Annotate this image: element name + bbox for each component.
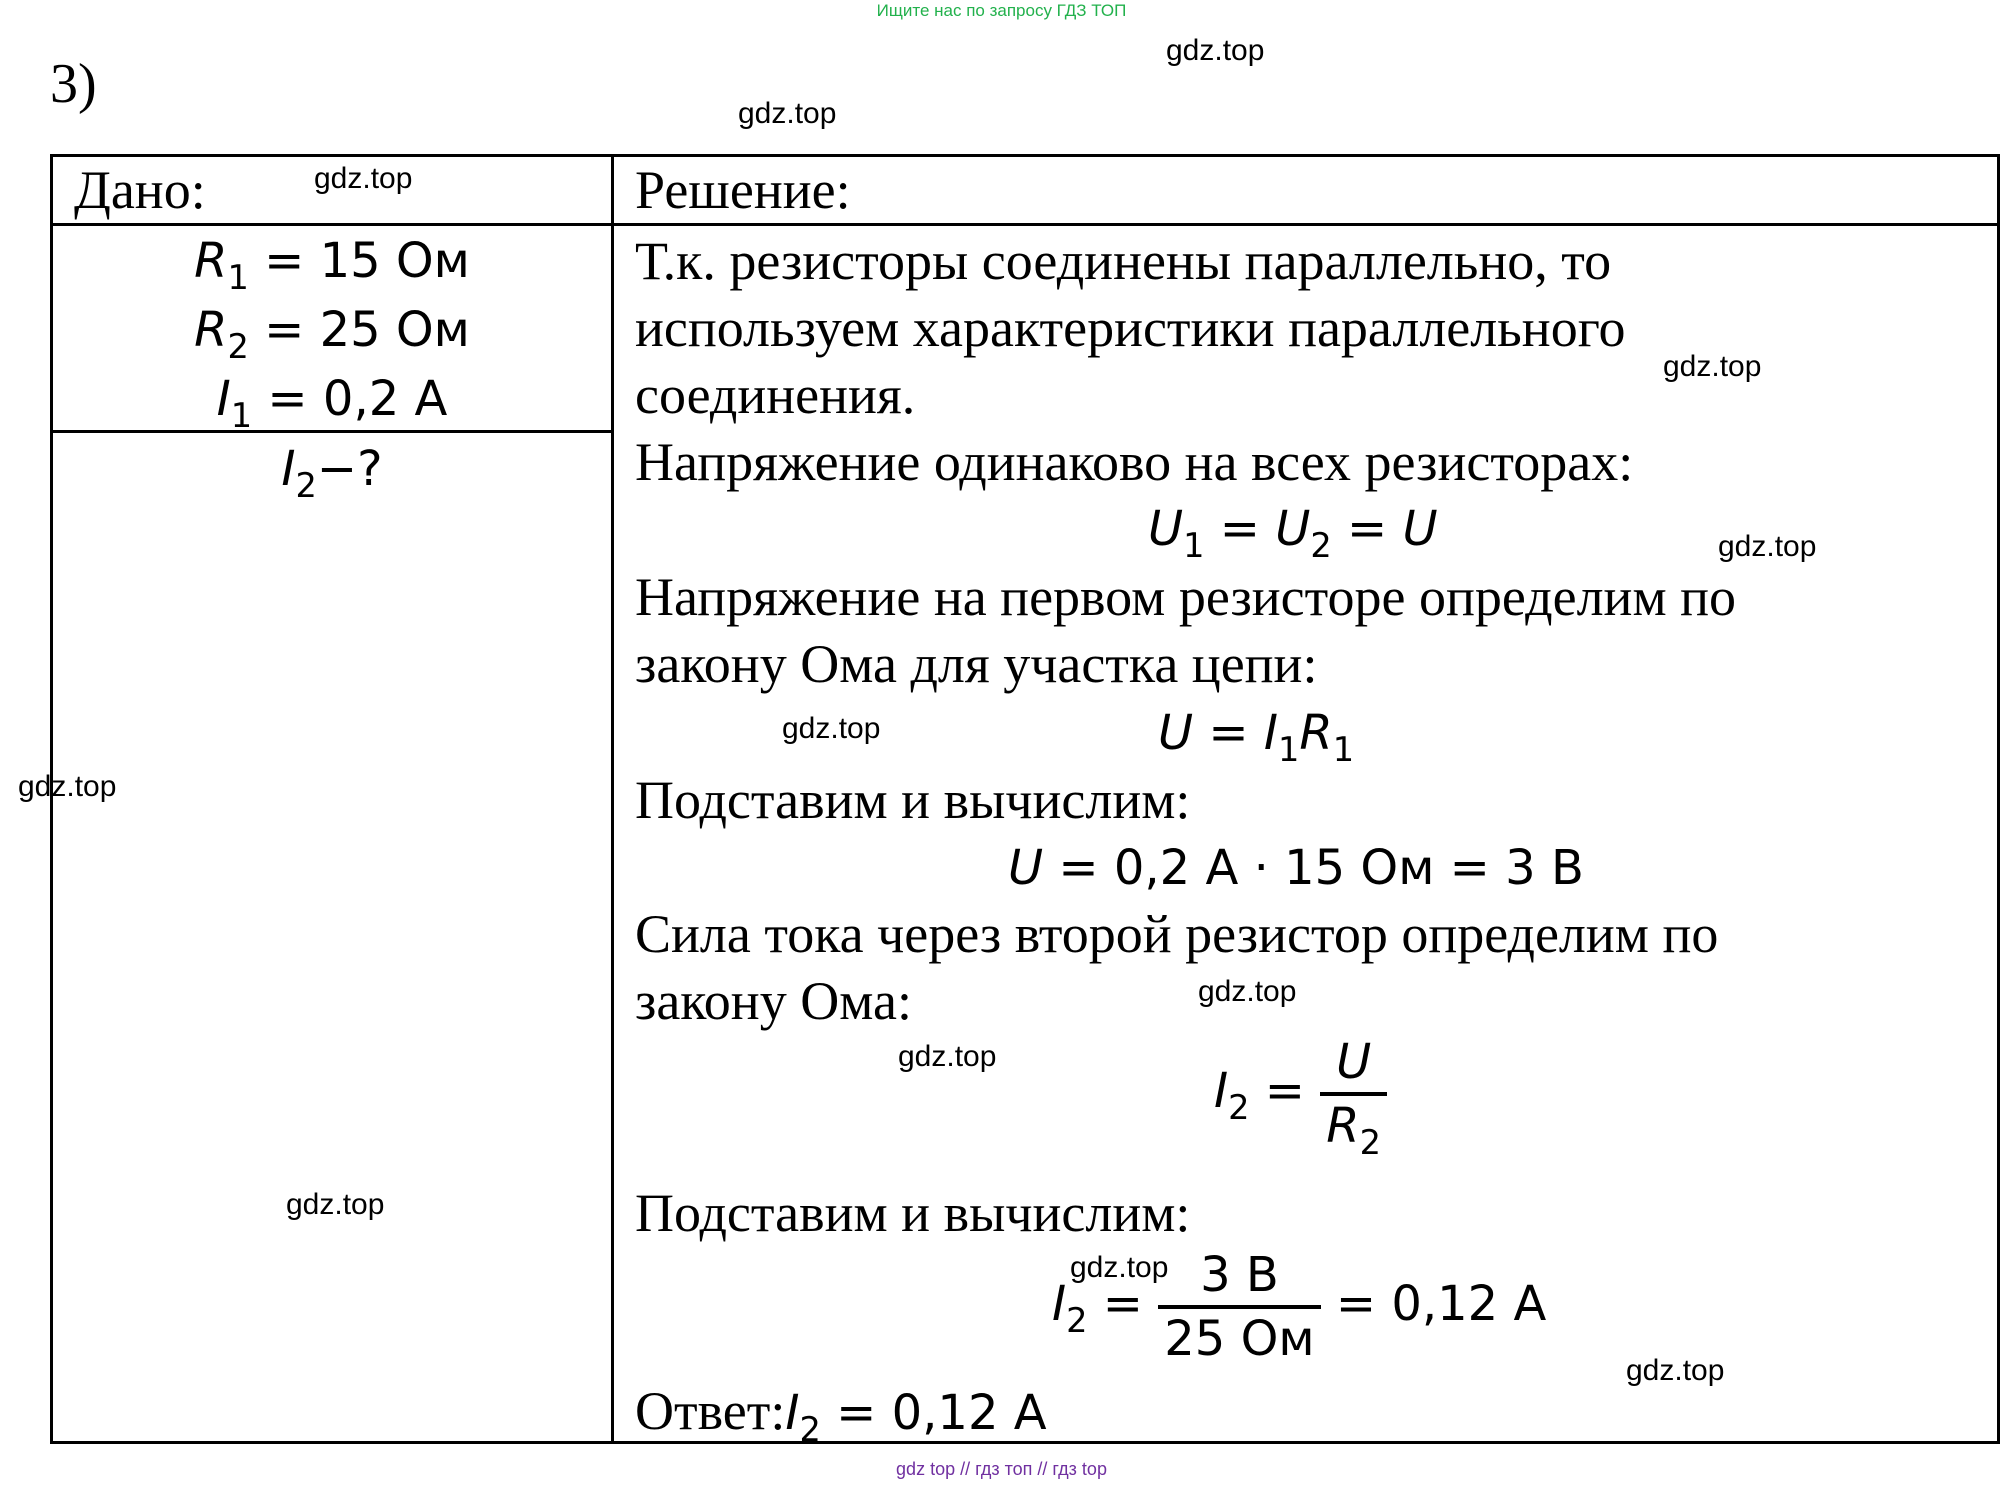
equation-voltage-value: U = 0,2 A · 15 Ом = 3 В xyxy=(1008,840,1584,896)
watermark: gdz.top xyxy=(286,1188,385,1221)
watermark: gdz.top xyxy=(314,162,413,195)
bottom-note: gdz top // гдз топ // гдз top xyxy=(896,1459,1107,1479)
watermark: gdz.top xyxy=(1166,34,1265,67)
equation-current-value: $I_2$ = $\frac{3 В}{25 Ом}$ = 0,12 A xyxy=(1052,1247,1547,1367)
table-border-top xyxy=(50,154,2000,157)
solution-line: Сила тока через второй резистор определим по xyxy=(635,904,1719,964)
watermark: gdz.top xyxy=(738,97,837,130)
problem-number: 3) xyxy=(50,53,97,115)
watermark: gdz.top xyxy=(782,712,881,745)
given-header: Дано: xyxy=(74,160,206,220)
answer-value: $I_2 = 0,12$ A xyxy=(785,1385,1047,1449)
watermark: gdz.top xyxy=(1718,530,1817,563)
given-find-divider xyxy=(50,430,614,433)
solution-line: Напряжение одинаково на всех резисторах: xyxy=(635,432,1634,492)
table-header-divider xyxy=(50,223,2000,226)
solution-line: соединения. xyxy=(635,365,916,425)
given-r1: $R_1 = 15$ Ом xyxy=(194,233,470,297)
watermark: gdz.top xyxy=(898,1040,997,1073)
answer-label: Ответ: xyxy=(635,1381,786,1441)
solution-line: закону Ома для участка цепи: xyxy=(635,634,1318,694)
watermark: gdz.top xyxy=(1626,1354,1725,1387)
solution-line: закону Ома: xyxy=(635,971,912,1031)
solution-line: Подставим и вычислим: xyxy=(635,770,1191,830)
given-i1: $I_1 = 0,2$ A xyxy=(216,371,448,435)
equation-ohm-law: $U = I_1R_1$ xyxy=(1158,705,1355,769)
fraction: $\frac{U}{R_2}$ xyxy=(1320,1032,1387,1156)
solution-line: Т.к. резисторы соединены параллельно, то xyxy=(635,231,1612,291)
equation-current-formula: $I_2$ = $\frac{U}{R_2}$ xyxy=(1214,1032,1387,1156)
watermark: gdz.top xyxy=(18,770,117,803)
answer xyxy=(635,1378,1047,1449)
given-r2: $R_2 = 25$ Ом xyxy=(194,302,470,366)
equation-voltage-equal: $U_1 = U_2 = U$ xyxy=(1148,501,1438,565)
watermark: gdz.top xyxy=(1663,350,1762,383)
top-note: Ищите нас по запросу ГДЗ ТОП xyxy=(876,1,1127,20)
table-border-right xyxy=(1997,154,2000,1444)
solution-header: Решение: xyxy=(635,160,851,220)
find-i2: $I_2-$? xyxy=(281,441,383,505)
solution-line: Подставим и вычислим: xyxy=(635,1183,1191,1243)
watermark: gdz.top xyxy=(1198,975,1297,1008)
fraction: $\frac{3 В}{25 Ом}$ xyxy=(1158,1245,1320,1369)
solution-line: используем характеристики параллельного xyxy=(635,298,1626,358)
solution-line: Напряжение на первом резисторе определим по xyxy=(635,567,1737,627)
watermark: gdz.top xyxy=(1070,1251,1169,1284)
